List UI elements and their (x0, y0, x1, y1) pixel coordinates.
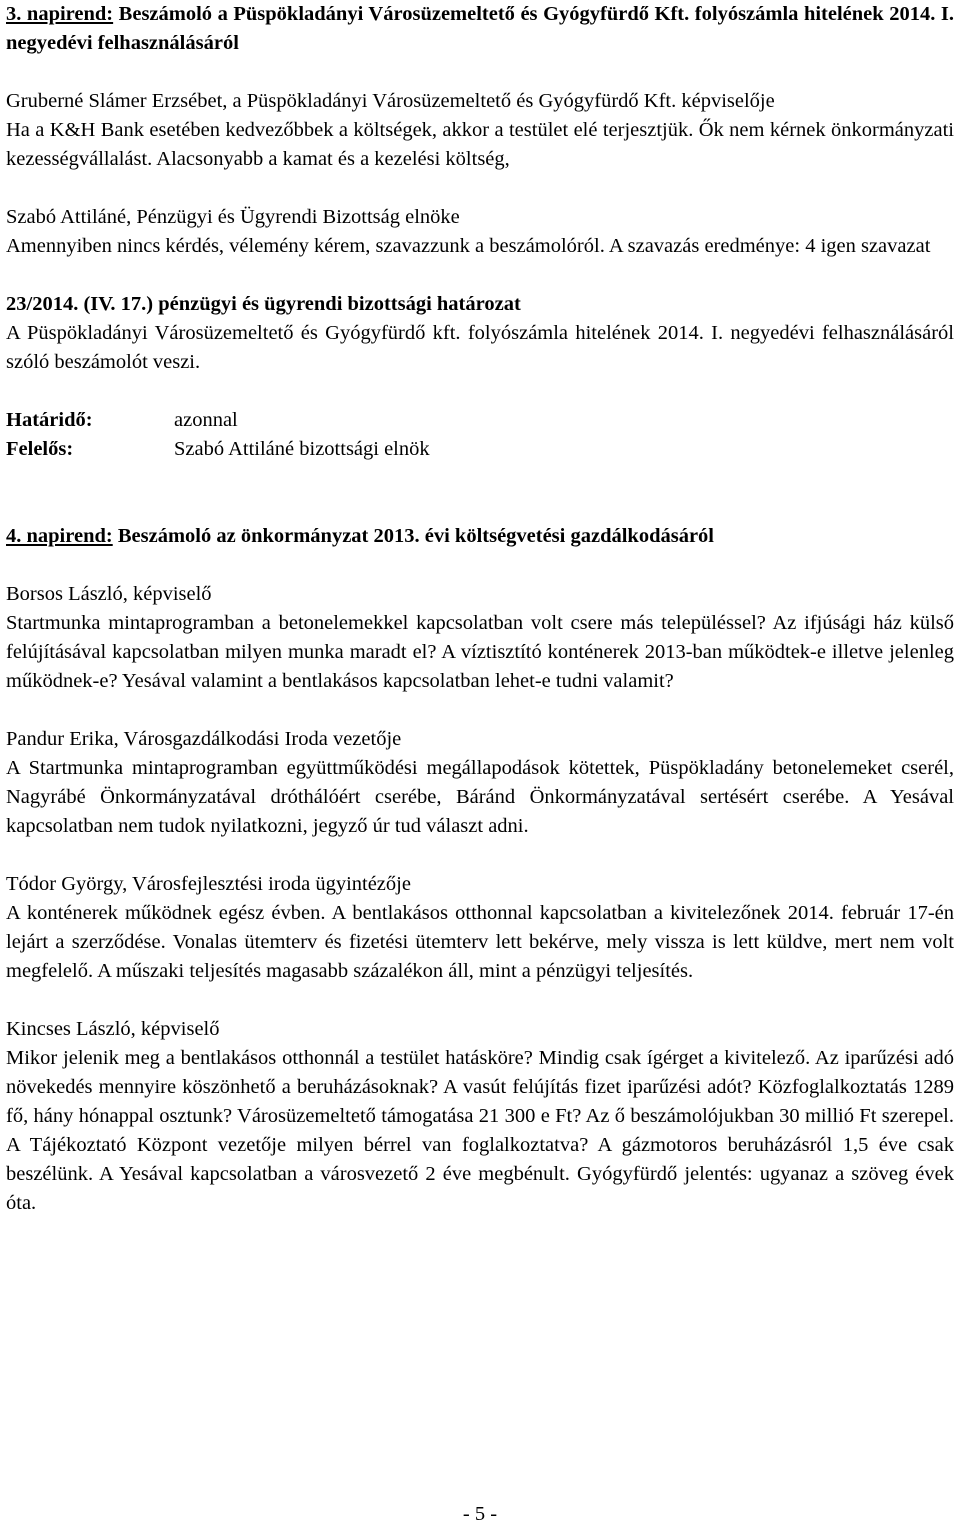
speaker-name: Szabó Attiláné, Pénzügyi és Ügyrendi Bizottság elnöke (6, 206, 460, 228)
speaker-text: Startmunka mintaprogramban a betonelemekkel kapcsolatban volt csere más településsel? Az ifjúsági ház külső felújításával kapcsolatban milyen munka maradt el? A víztisztító konténerek 2013-ban működtek-e illetve jelenleg működnek-e? Yesával valamint a bentlakásos kapcsolatban lehet-e tudni valamit? (6, 612, 954, 692)
agenda-item-4-number: 4. napirend: (6, 525, 113, 547)
speaker-name: Pandur Erika, Városgazdálkodási Iroda vezetője (6, 728, 402, 750)
deadline-label: Határidő: (6, 409, 93, 431)
speaker-text: A konténerek működnek egész évben. A bentlakásos otthonnal kapcsolatban a kivitelezőnek 2014. február 17-én lejárt a szerződése. Vonalas ütemterv és fizetési ütemterv lett bekérve, mely vissza is lett küldve, mert nem volt megfelelő. A műszaki teljesítés magasabb százalékon áll, mint a pénzügyi teljesítés. (6, 902, 954, 982)
responsible-value: Szabó Attiláné bizottsági elnök (174, 438, 430, 460)
resolution-text: A Püspökladányi Városüzemeltető és Gyógyfürdő kft. folyószámla hitelének 2014. I. negyedévi felhasználásáról szóló beszámolót veszi. (6, 322, 954, 373)
responsible-row (6, 435, 954, 464)
resolution-title: 23/2014. (IV. 17.) pénzügyi és ügyrendi bizottsági határozat (6, 293, 521, 315)
speaker-name: Tódor György, Városfejlesztési iroda ügyintézője (6, 873, 411, 895)
agenda-item-3-number: 3. napirend: (6, 3, 114, 25)
speaker-text: A Startmunka mintaprogramban együttműködési megállapodások kötettek, Püspökladány betonelemeket cserél, Nagyrábé Önkormányzatával dróthálóért cserébe, Báránd Önkormányzatával sertésért cserébe. A Yesával kapcsolatban nem tudok nyilatkozni, jegyző úr tud választ adni. (6, 757, 954, 837)
speaker-name: Kincses László, képviselő (6, 1018, 220, 1040)
agenda-item-3-title: Beszámoló a Püspökladányi Városüzemeltető és Gyógyfürdő Kft. folyószámla hitelének 2014. I. negyedévi felhasználásáról (6, 3, 954, 54)
speaker-text: Mikor jelenik meg a bentlakásos otthonnál a testület hatásköre? Mindig csak ígérget a kivitelező. Az iparűzési adó növekedés mennyire köszönhető a beruházásoknak? A vasút felújítás fizet iparűzési adót? Közfoglalkoztatás 1289 fő, hány hónappal osztunk? Városüzemeltető támogatása 21 300 e Ft? Az ő beszámolójukban 30 millió Ft szerepel. A Tájékoztató Központ vezetője milyen bérrel van foglalkoztatva? A gázmotoros beruházásról 1,5 éve csak beszélünk. A Yesával kapcsolatban a városvezető 2 éve megbénult. Gyógyfürdő jelentés: ugyanaz a szöveg évek óta. (6, 1047, 954, 1214)
responsible-label: Felelős: (6, 438, 74, 460)
agenda-item-3-heading (6, 0, 954, 58)
speaker-name: Borsos László, képviselő (6, 583, 212, 605)
deadline-row (6, 406, 954, 435)
speaker-text: Ha a K&H Bank esetében kedvezőbbek a költségek, akkor a testület elé terjesztjük. Ők nem kérnek önkormányzati kezességvállalást. Alacsonyabb a kamat és a kezelési költség, (6, 119, 954, 170)
speaker-text: Amennyiben nincs kérdés, vélemény kérem, szavazzunk a beszámolóról. A szavazás eredménye: 4 igen szavazat (6, 235, 931, 257)
speaker-name: Gruberné Slámer Erzsébet, a Püspökladányi Városüzemeltető és Gyógyfürdő Kft. képviselője (6, 90, 775, 112)
agenda-item-4-heading (6, 522, 954, 551)
page-number: - 5 - (462, 1503, 498, 1525)
deadline-value: azonnal (174, 409, 238, 431)
agenda-item-4-title: Beszámoló az önkormányzat 2013. évi költségvetési gazdálkodásáról (112, 525, 715, 547)
document-page (6, 0, 954, 1218)
